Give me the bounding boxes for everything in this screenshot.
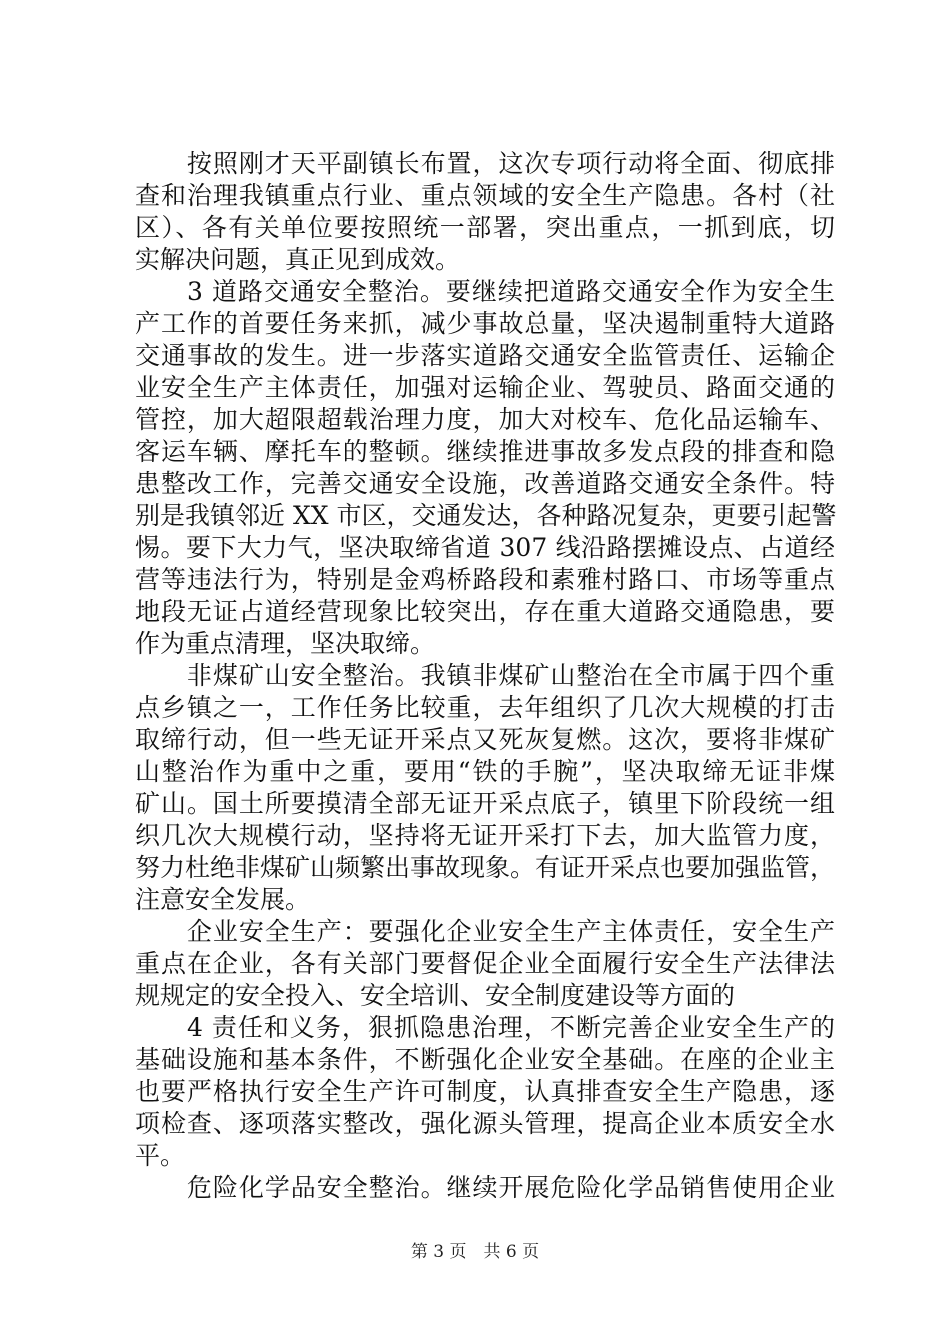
text-line: 点乡镇之一，工作任务比较重，去年组织了几次大规模的打击 (135, 693, 835, 722)
text-line: 重点在企业，各有关部门要督促企业全面履行安全生产法律法 (135, 949, 835, 978)
text-line: 区）、各有关单位要按照统一部署，突出重点，一抓到底，切 (135, 213, 835, 242)
text-line: 别是我镇邻近 XX 市区，交通发达，各种路况复杂，更要引起警 (135, 501, 837, 530)
text-line: 织几次大规模行动，坚持将无证开采打下去，加大监管力度， (135, 821, 835, 850)
text-line: 基础设施和基本条件，不断强化企业安全基础。在座的企业主 (135, 1045, 835, 1074)
text-line: 山整治作为重中之重，要用“铁的手腕”，坚决取缔无证非煤 (135, 757, 835, 786)
text-line: 产工作的首要任务来抓，减少事故总量，坚决遏制重特大道路 (135, 309, 835, 338)
document-body (135, 148, 835, 1204)
text-line: 也要严格执行安全生产许可制度，认真排查安全生产隐患，逐 (135, 1077, 835, 1106)
text-line: 危险化学品安全整治。继续开展危险化学品销售使用企业 (135, 1173, 835, 1202)
text-line: 非煤矿山安全整治。我镇非煤矿山整治在全市属于四个重 (135, 661, 835, 690)
text-line: 取缔行动，但一些无证开采点又死灰复燃。这次，要将非煤矿 (135, 725, 835, 754)
text-line: 管控，加大超限超载治理力度，加大对校车、危化品运输车、 (135, 405, 835, 434)
text-line: 营等违法行为，特别是金鸡桥路段和素雅村路口、市场等重点 (135, 565, 835, 594)
text-line: 实解决问题，真正见到成效。 (135, 245, 461, 274)
text-line: 作为重点清理，坚决取缔。 (135, 629, 436, 658)
text-line: 规规定的安全投入、安全培训、安全制度建设等方面的 (135, 981, 736, 1010)
text-line: 矿山。国土所要摸清全部无证开采点底子，镇里下阶段统一组 (135, 789, 835, 818)
page-number-footer: 第 3 页 共 6 页 (410, 1242, 540, 1262)
text-line: 项检查、逐项落实整改，强化源头管理，提高企业本质安全水 (135, 1109, 835, 1138)
text-line: 3 道路交通安全整治。要继续把道路交通安全作为安全生 (135, 277, 835, 306)
text-line: 客运车辆、摩托车的整顿。继续推进事故多发点段的排查和隐 (135, 437, 835, 466)
text-line: 交通事故的发生。进一步落实道路交通安全监管责任、运输企 (135, 341, 835, 370)
text-line: 惕。要下大力气，坚决取缔省道 307 线沿路摆摊设点、占道经 (135, 533, 835, 562)
text-line: 查和治理我镇重点行业、重点领域的安全生产隐患。各村（社 (135, 181, 835, 210)
text-line: 4 责任和义务，狠抓隐患治理，不断完善企业安全生产的 (135, 1013, 835, 1042)
text-line: 患整改工作，完善交通安全设施，改善道路交通安全条件。特 (135, 469, 835, 498)
text-line: 注意安全发展。 (135, 885, 311, 914)
text-line: 地段无证占道经营现象比较突出，存在重大道路交通隐患，要 (135, 597, 835, 626)
text-line: 按照刚才天平副镇长布置，这次专项行动将全面、彻底排 (135, 149, 835, 178)
text-line: 平。 (135, 1141, 186, 1170)
text-line: 努力杜绝非煤矿山频繁出事故现象。有证开采点也要加强监管， (135, 853, 836, 882)
text-line: 企业安全生产：要强化企业安全生产主体责任，安全生产 (135, 917, 835, 946)
text-line: 业安全生产主体责任，加强对运输企业、驾驶员、路面交通的 (135, 373, 835, 402)
